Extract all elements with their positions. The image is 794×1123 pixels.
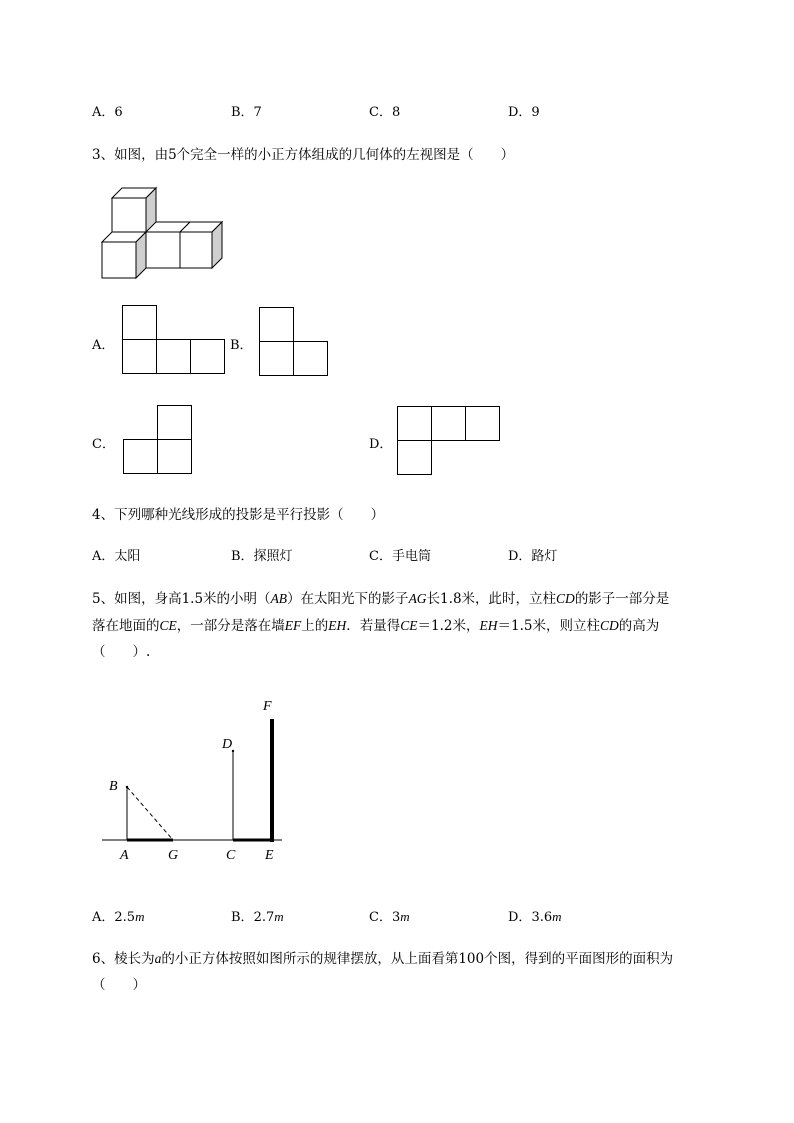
q6-stem-line2: （ ） bbox=[92, 977, 146, 993]
q5-label-c: C bbox=[226, 848, 236, 863]
q5-option-unit: m bbox=[400, 909, 410, 924]
q5-option-value: 3.6 bbox=[531, 910, 553, 925]
q2-option-d: D．9 bbox=[508, 105, 540, 120]
q4-option-d: D．路灯 bbox=[508, 549, 558, 564]
q2-option-a: A．6 bbox=[92, 105, 123, 120]
q5-option-value: 2.5 bbox=[114, 910, 136, 925]
q3-stem: 3、如图，由5个完全一样的小正方体组成的几何体的左视图是（ ） bbox=[92, 147, 515, 163]
q5-option-value: 2.7 bbox=[253, 910, 275, 925]
q2-option-b: B．7 bbox=[231, 105, 262, 120]
q5-option-unit: m bbox=[552, 909, 562, 924]
q5-var-ce: CE bbox=[159, 618, 177, 633]
q5-var-ef: EF bbox=[284, 618, 302, 633]
q5-var-eh: EH bbox=[328, 618, 347, 633]
q5-label-a: A bbox=[120, 848, 129, 863]
q5-text: ＝1.5米，则立柱 bbox=[497, 618, 600, 634]
q6-text: 6、棱长为 bbox=[92, 951, 155, 967]
q3-option-a-label: A． bbox=[92, 338, 115, 353]
q2-option-c: C．8 bbox=[369, 105, 401, 120]
q4-option-a: A．太阳 bbox=[92, 549, 141, 564]
q5-stem-line2 bbox=[92, 614, 659, 634]
q3-option-b-view bbox=[259, 307, 331, 379]
q5-option-value: 3 bbox=[391, 910, 401, 925]
q5-shadow-figure bbox=[100, 695, 290, 870]
q5-text: 5、如图，身高1.5米的小明（ bbox=[92, 591, 271, 607]
q5-label-e: E bbox=[265, 848, 274, 863]
q5-text: 落在地面的 bbox=[92, 618, 160, 634]
q5-text: ＝1.2米， bbox=[417, 618, 480, 634]
q5-option-unit: m bbox=[274, 909, 284, 924]
q5-text: 长1.8米，此时，立柱 bbox=[426, 591, 557, 607]
q5-stem-line3: （ ）. bbox=[92, 644, 151, 660]
q4-stem: 4、下列哪种光线形成的投影是平行投影（ ） bbox=[92, 507, 385, 523]
q3-option-d-view bbox=[397, 406, 503, 478]
q3-option-a-view bbox=[122, 305, 228, 377]
q5-text: ）在太阳光下的影子 bbox=[287, 591, 409, 607]
q5-option-letter: A． bbox=[92, 910, 115, 925]
q5-label-f: F bbox=[263, 699, 272, 714]
q5-var-cd: CD bbox=[556, 591, 575, 606]
q5-text: ．若量得 bbox=[346, 618, 401, 634]
q5-var-ag: AG bbox=[408, 591, 427, 606]
q5-option-letter: B． bbox=[231, 910, 254, 925]
q3-option-c-label: C． bbox=[92, 437, 115, 452]
q5-text: 的影子一部分是 bbox=[574, 591, 670, 607]
q5-option-d bbox=[508, 906, 562, 925]
q5-label-b: B bbox=[109, 779, 118, 794]
q3-option-b-label: B． bbox=[230, 338, 253, 353]
q5-var-ab: AB bbox=[270, 591, 288, 606]
q5-option-letter: D． bbox=[508, 910, 532, 925]
q5-var-eh: EH bbox=[479, 618, 498, 633]
q5-option-b bbox=[231, 906, 284, 925]
q4-option-b: B．探照灯 bbox=[231, 549, 293, 564]
q3-option-c-view bbox=[123, 405, 195, 477]
q5-label-d: D bbox=[222, 737, 233, 752]
q6-text: 的小正方体按照如图所示的规律摆放，从上面看第100个图，得到的平面图形的面积为 bbox=[161, 951, 674, 967]
q5-option-c bbox=[369, 906, 410, 925]
q5-stem-line1 bbox=[92, 587, 669, 607]
q5-var-cd: CD bbox=[600, 618, 619, 633]
q5-label-g: G bbox=[168, 848, 179, 863]
q5-var-ce: CE bbox=[400, 618, 418, 633]
q5-text: 的高为 bbox=[618, 618, 660, 634]
q6-stem-line1 bbox=[92, 947, 673, 967]
q3-option-d-label: D． bbox=[369, 437, 393, 452]
q5-option-a bbox=[92, 906, 144, 925]
q3-cube-figure bbox=[100, 186, 226, 280]
q5-text: 上的 bbox=[301, 618, 329, 634]
q5-text: ，一部分是落在墙 bbox=[176, 618, 285, 634]
q5-option-letter: C． bbox=[369, 910, 392, 925]
q6-var-a: a bbox=[154, 951, 162, 966]
q5-option-unit: m bbox=[135, 909, 145, 924]
q4-option-c: C．手电筒 bbox=[369, 549, 431, 564]
